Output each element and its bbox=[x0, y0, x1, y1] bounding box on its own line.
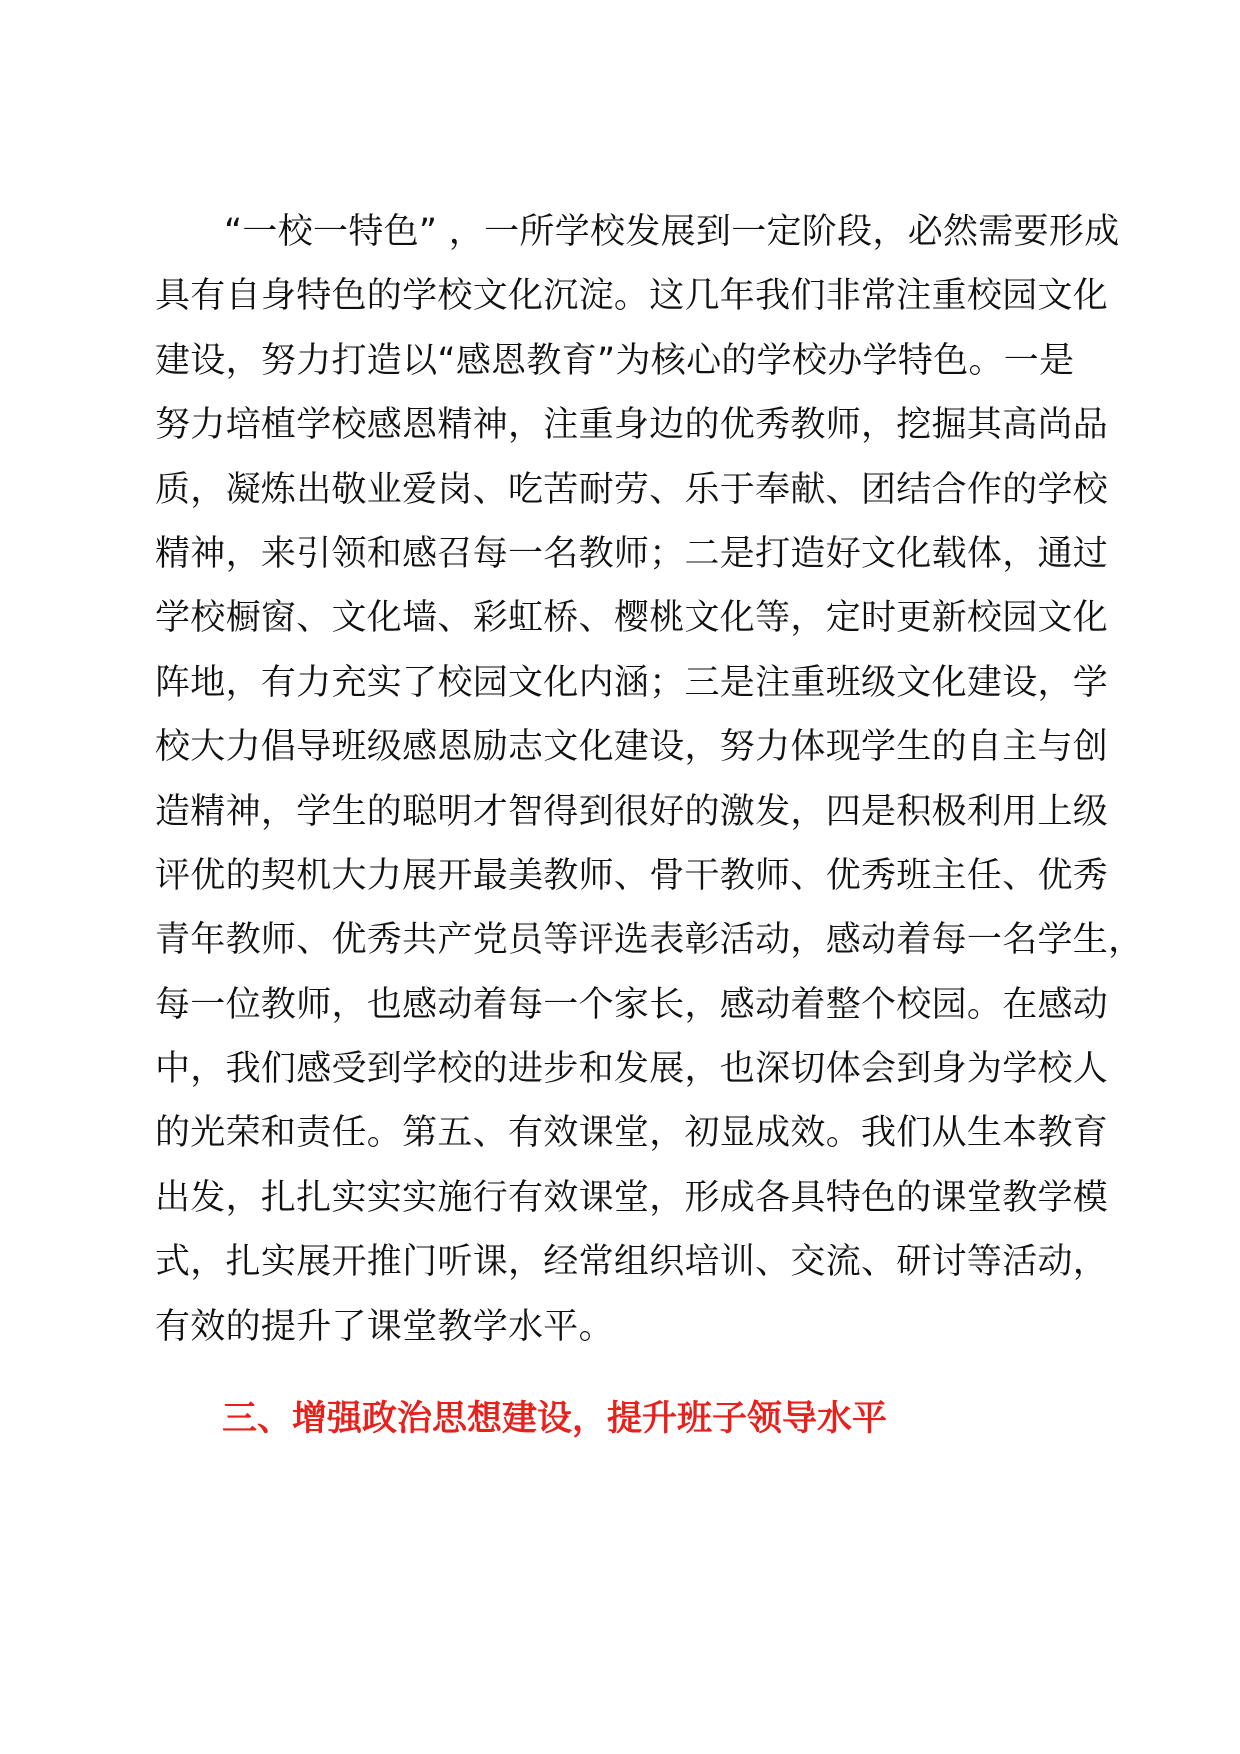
paragraph-line: 具有自身特色的学校文化沉淀。这几年我们非常注重校园文化 bbox=[155, 276, 1109, 317]
paragraph-line: 青年教师、优秀共产党员等评选表彰活动，感动着每一名学生， bbox=[155, 920, 1144, 961]
paragraph-line: 有效的提升了课堂教学水平。 bbox=[155, 1306, 614, 1347]
paragraph-line: 中，我们感受到学校的进步和发展，也深切体会到身为学校人 bbox=[155, 1049, 1109, 1090]
paragraph-line: 建设，努力打造以“感恩教育”为核心的学校办学特色。一是 bbox=[155, 340, 1075, 381]
paragraph-line: 精神，来引领和感召每一名教师；二是打造好文化载体，通过 bbox=[155, 533, 1109, 574]
paragraph-line: 造精神，学生的聪明才智得到很好的激发，四是积极利用上级 bbox=[155, 791, 1109, 832]
paragraph-line: 校大力倡导班级感恩励志文化建设，努力体现学生的自主与创 bbox=[155, 727, 1109, 768]
paragraph-line: 出发，扎扎实实实施行有效课堂，形成各具特色的课堂教学模 bbox=[155, 1177, 1109, 1218]
paragraph-line: 评优的契机大力展开最美教师、骨干教师、优秀班主任、优秀 bbox=[155, 855, 1109, 896]
paragraph-line: 质，凝炼出敬业爱岗、吃苦耐劳、乐于奉献、团结合作的学校 bbox=[155, 469, 1109, 510]
section-heading: 三、增强政治思想建设，提升班子领导水平 bbox=[222, 1399, 888, 1439]
paragraph-line: 的光荣和责任。第五、有效课堂，初显成效。我们从生本教育 bbox=[155, 1113, 1109, 1154]
paragraph-line: 式，扎实展开推门听课，经常组织培训、交流、研讨等活动， bbox=[155, 1242, 1109, 1283]
paragraph-line: 每一位教师，也感动着每一个家长，感动着整个校园。在感动 bbox=[155, 984, 1109, 1025]
paragraph-line: 学校橱窗、文化墙、彩虹桥、樱桃文化等，定时更新校园文化 bbox=[155, 598, 1109, 639]
paragraph-line: “一校一特色” ，一所学校发展到一定阶段，必然需要形成 bbox=[224, 212, 1120, 252]
paragraph-line: 阵地，有力充实了校园文化内涵；三是注重班级文化建设，学 bbox=[155, 662, 1109, 703]
paragraph-line: 努力培植学校感恩精神，注重身边的优秀教师，挖掘其高尚品 bbox=[155, 405, 1109, 446]
body-paragraph bbox=[155, 210, 1144, 1369]
